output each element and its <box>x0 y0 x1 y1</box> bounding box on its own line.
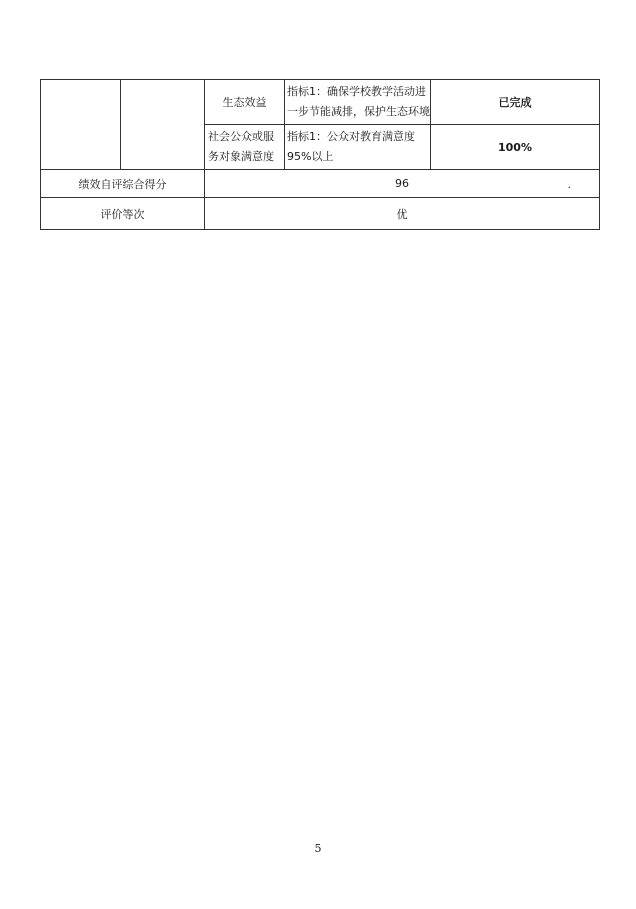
score-value: 96 <box>395 177 409 190</box>
table-row <box>41 198 600 230</box>
table-row <box>41 80 600 125</box>
result-value: 已完成 <box>498 96 532 109</box>
score-label-cell <box>41 170 205 198</box>
score-value-cell <box>205 170 600 198</box>
table-row <box>41 170 600 198</box>
grade-value: 优 <box>396 207 408 221</box>
grade-label: 评价等次 <box>100 207 145 221</box>
result-cell <box>431 80 600 125</box>
page-number: 5 <box>314 842 322 855</box>
grade-label-cell <box>41 198 205 230</box>
indicator-text: 指标1：确保学校教学活动进一步节能减排，保护生态环境 <box>287 85 430 118</box>
sub-category-label: 社会公众或服务对象满意度 <box>208 130 274 163</box>
sub-category-cell <box>205 80 285 125</box>
empty-category-cell <box>41 80 121 170</box>
sub-category-cell <box>205 125 285 170</box>
result-value: 100% <box>498 140 532 154</box>
score-mark: . <box>567 178 571 191</box>
result-cell <box>431 125 600 170</box>
indicator-cell <box>285 125 431 170</box>
sub-category-label: 生态效益 <box>222 96 267 109</box>
empty-subcategory-cell <box>121 80 205 170</box>
indicator-text: 指标1：公众对教育满意度95%以上 <box>287 130 415 163</box>
indicator-cell <box>285 80 431 125</box>
grade-value-cell <box>205 198 600 230</box>
performance-table <box>40 79 600 230</box>
score-label: 绩效自评综合得分 <box>78 177 167 191</box>
